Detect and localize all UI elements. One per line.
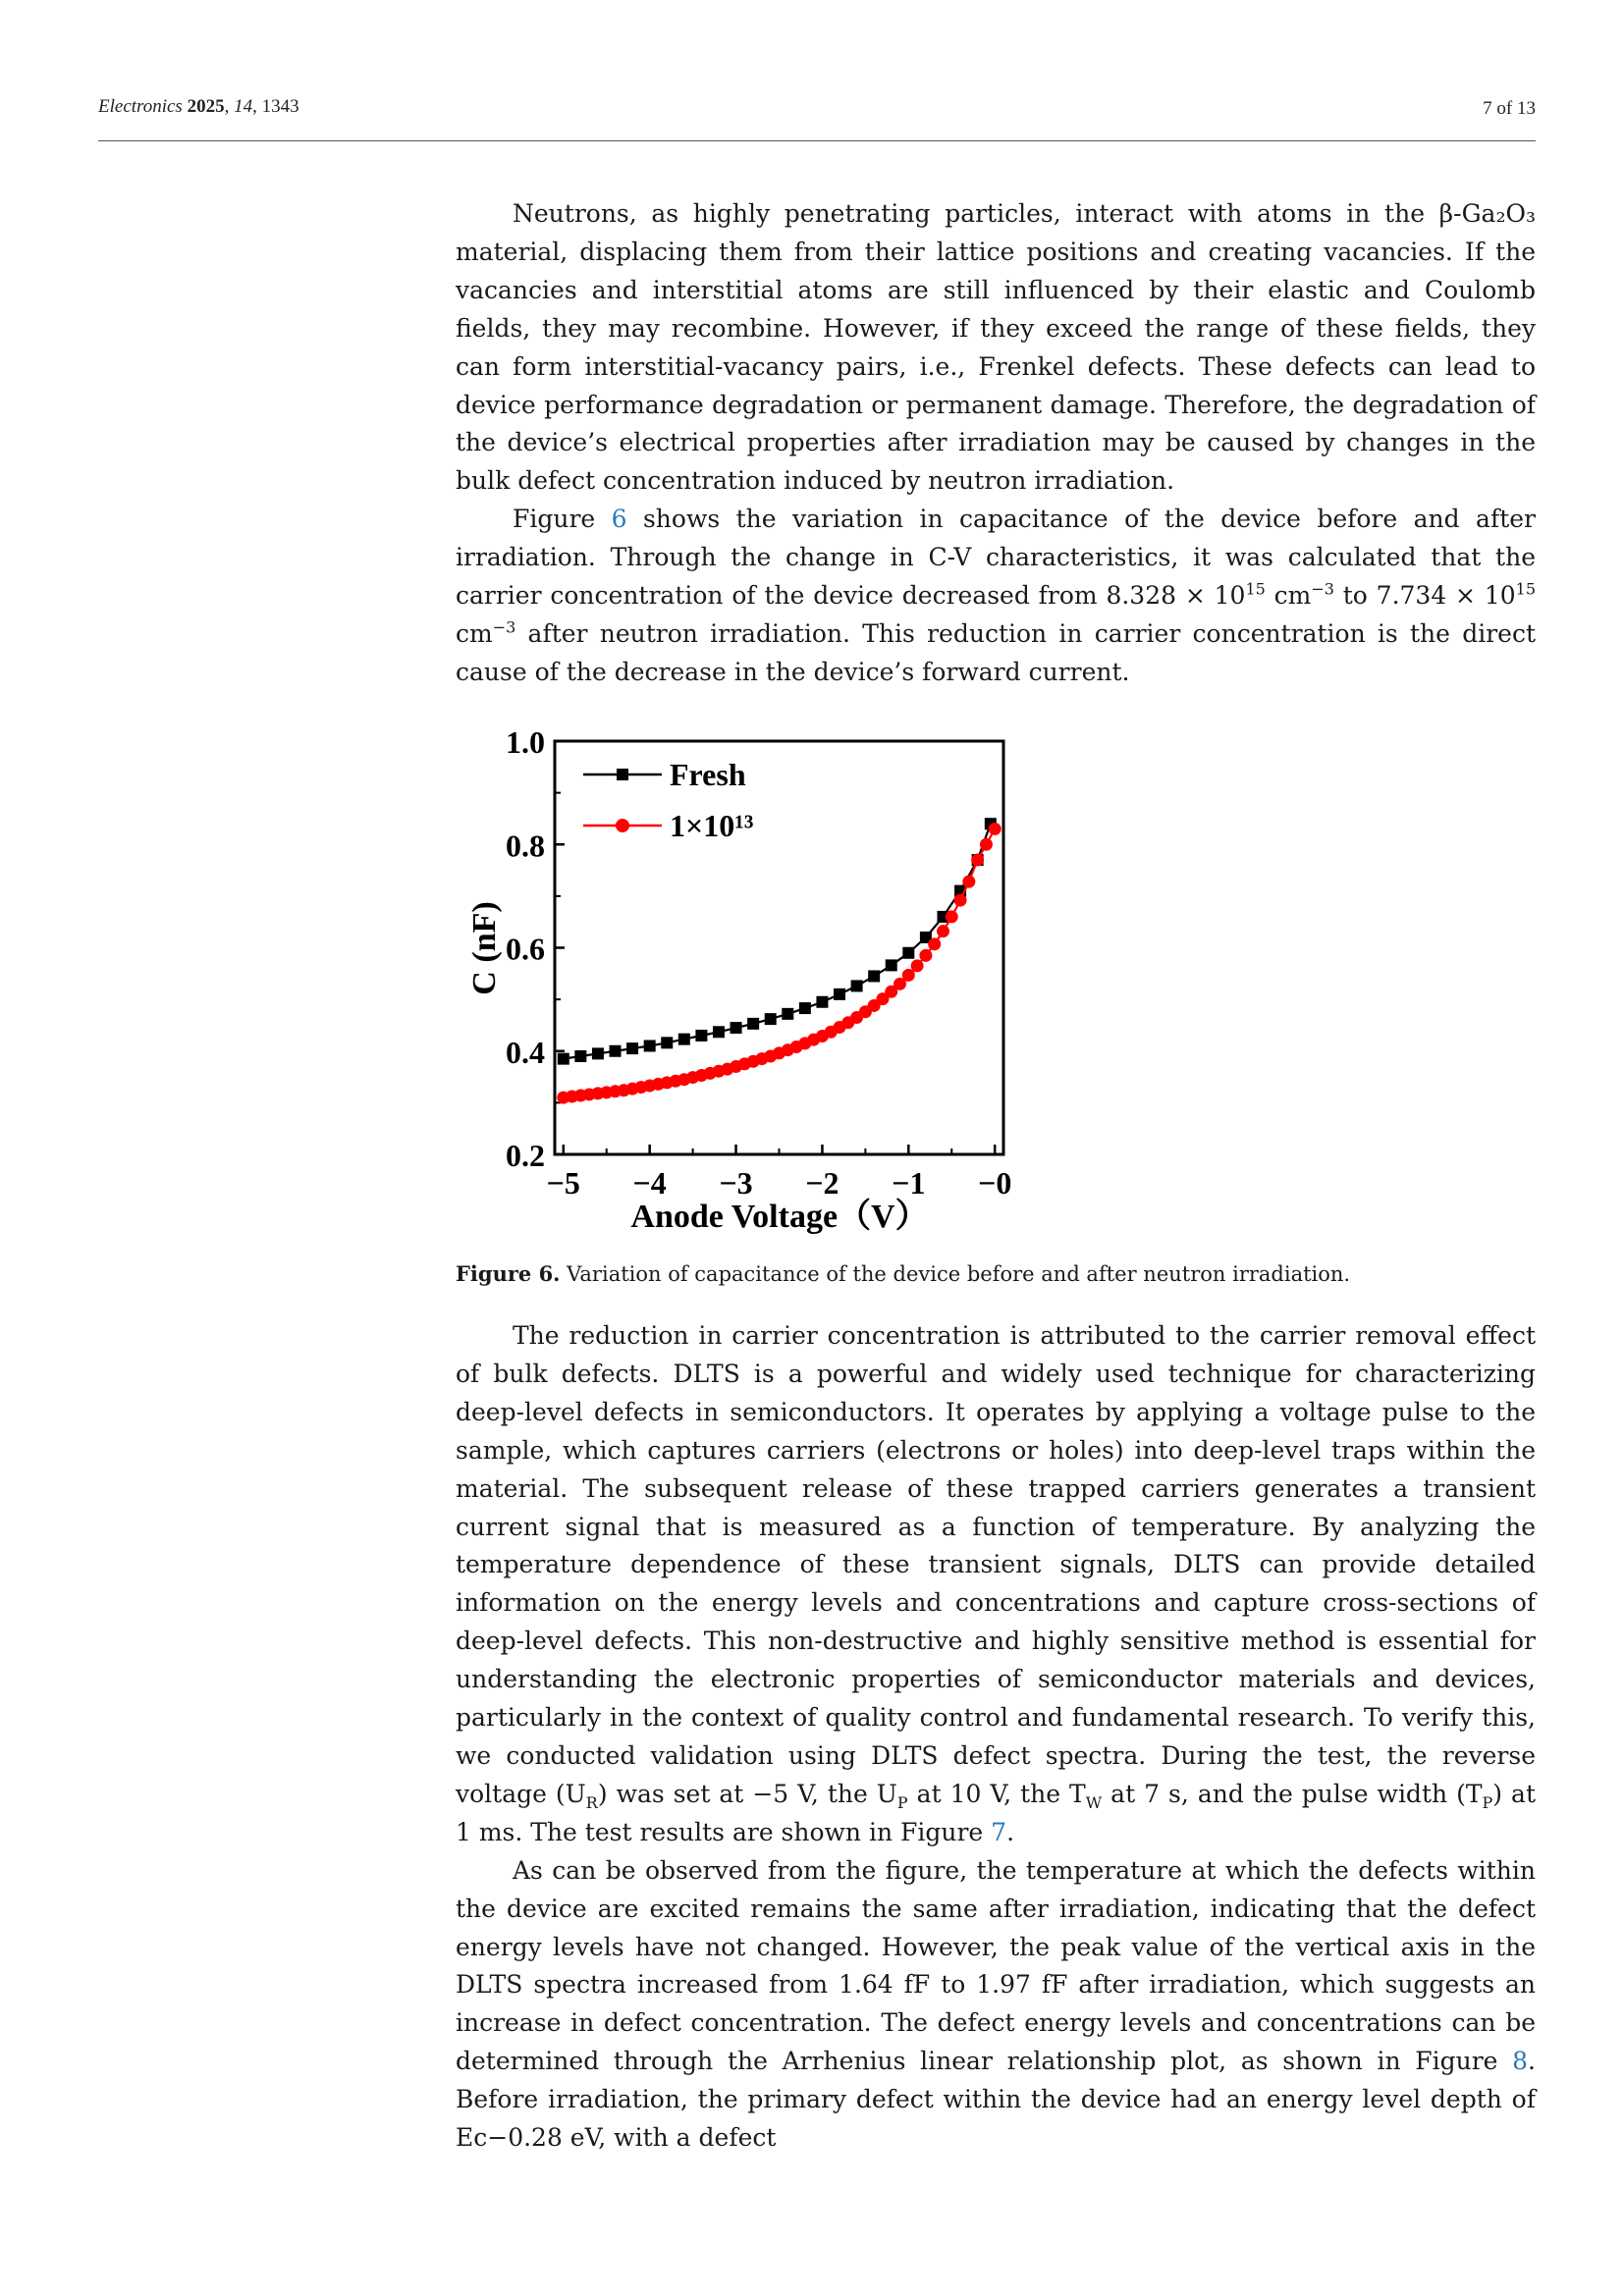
text-span: . Before irradiation, the primary defect within the device had an energy level depth of Ec−0.28 eV, with a defect (456, 2047, 1536, 2153)
superscript: −3 (492, 617, 516, 637)
text-block-top (456, 195, 1536, 692)
data-point-fresh (799, 1002, 811, 1014)
data-point-irradiated (946, 910, 958, 923)
y-tick-label: 0.4 (506, 1034, 545, 1070)
text-block-bottom (456, 1317, 1536, 2158)
figure-6-link[interactable]: 6 (611, 505, 627, 534)
text-span: . (1006, 1817, 1015, 1846)
capacitance-chart (456, 724, 1084, 1245)
text-span: cm (456, 618, 493, 648)
x-tick-label: −5 (546, 1165, 580, 1201)
superscript: 15 (1515, 579, 1536, 599)
data-point-fresh (886, 959, 897, 971)
data-point-fresh (695, 1030, 707, 1041)
data-point-fresh (626, 1042, 638, 1054)
legend-label-fresh: Fresh (670, 757, 746, 792)
journal-year: 2025 (187, 96, 225, 117)
header-divider (98, 140, 1536, 141)
page-number: 7 of 13 (1483, 98, 1536, 119)
data-series (557, 818, 1001, 1103)
data-point-irradiated (937, 925, 949, 937)
paragraph-observation (456, 1852, 1536, 2158)
legend-marker-fresh (617, 769, 628, 780)
x-tick-label: −2 (805, 1165, 839, 1201)
data-point-fresh (834, 988, 845, 1000)
data-point-fresh (644, 1040, 656, 1051)
superscript: 15 (1245, 579, 1266, 599)
journal-name: Electronics (98, 96, 183, 117)
text-span: As can be observed from the figure, the temperature at which the defects within the device are excited remains the same after irradiation, indicating that the defect energy levels have not changed. However, the peak value of the vertical axis in the DLTS spectra increased from 1.64 fF to 1.97 fF after irradiation, which suggests an increase in defect concentration. The defect energy levels and concentrations can be determined through the Arrhenius linear relationship plot, as shown in Figure (456, 1855, 1536, 2076)
y-tick-label: 0.2 (506, 1138, 545, 1173)
legend-marker-irradiated (616, 819, 629, 832)
text-span: Figure (513, 505, 612, 534)
legend (583, 757, 753, 843)
subscript: R (585, 1792, 598, 1812)
data-point-irradiated (989, 823, 1001, 835)
data-point-fresh (574, 1050, 586, 1062)
paragraph-figure6-intro (456, 501, 1536, 692)
text-span: ) was set at −5 V, the U (597, 1779, 897, 1808)
text-span: The reduction in carrier concentration is attributed to the carrier removal effect of bulk defects. DLTS is a powerful and widely used technique for characterizing deep-level defects in semiconductors. It operates by applying a voltage pulse to the sample, which captures carriers (electrons or holes) into deep-level traps within the material. The subsequent release of these trapped carriers generates a transient current signal that is measured as a function of temperature. By analyzing the temperature dependence of these transient signals, DLTS can provide detailed information on the energy levels and concentrations and capture cross-sections of deep-level defects. This non-destructive and highly sensitive method is essential for understanding the electronic properties of semiconductor materials and devices, particularly in the context of quality control and fundamental research. To verify this, we conducted validation using DLTS defect spectra. During the test, the reverse voltage (U (456, 1321, 1536, 1808)
data-point-irradiated (954, 894, 967, 907)
data-point-irradiated (971, 854, 984, 867)
superscript: −3 (1311, 579, 1334, 599)
text-span: after neutron irradiation. This reduction in carrier concentration is the direct cause of the decrease in the device’s forward current. (456, 618, 1536, 686)
x-tick-label: −3 (719, 1165, 753, 1201)
data-point-fresh (558, 1053, 569, 1065)
x-axis-label: Anode Voltage（V） (630, 1199, 929, 1235)
subscript: P (1482, 1792, 1493, 1812)
data-point-fresh (610, 1045, 622, 1057)
y-tick-label: 0.8 (506, 828, 545, 864)
text-span: at 10 V, the T (907, 1779, 1086, 1808)
article-number: , 1343 (252, 96, 299, 117)
x-tick-label: −1 (892, 1165, 926, 1201)
data-point-irradiated (911, 959, 924, 972)
figure-6-caption (456, 1261, 1350, 1286)
data-point-fresh (731, 1022, 742, 1034)
data-point-irradiated (962, 876, 975, 888)
data-point-fresh (661, 1037, 673, 1048)
journal-volume: 14 (234, 96, 253, 117)
caption-text: Variation of capacitance of the device before and after neutron irradiation. (560, 1262, 1351, 1286)
running-header: Electronics 2025, 14, 1343 (98, 96, 299, 117)
figure-6 (456, 724, 1084, 1245)
data-point-fresh (592, 1047, 604, 1059)
data-point-fresh (678, 1034, 690, 1045)
data-point-fresh (816, 996, 828, 1008)
figure-8-link[interactable]: 8 (1512, 2047, 1529, 2076)
caption-label: Figure 6. (456, 1261, 561, 1286)
text-span: shows the variation in capacitance of the device before and after irradiation. Through the change in C-V characteristics, it was calculated that the carrier concentration of the device decreased from 8.328 × 10 (456, 505, 1536, 611)
text-span: ) at 1 ms. The test results are shown in Figure (456, 1779, 1537, 1846)
data-point-fresh (868, 970, 880, 982)
y-axis-label: C (nF) (466, 901, 503, 995)
text-span: to 7.734 × 10 (1333, 581, 1516, 611)
y-tick-label: 1.0 (506, 724, 545, 760)
x-tick-label: −4 (632, 1165, 667, 1201)
data-point-fresh (851, 980, 863, 991)
text-span: at 7 s, and the pulse width (T (1102, 1779, 1483, 1808)
paragraph-dlts (456, 1317, 1536, 1852)
data-point-fresh (713, 1026, 725, 1038)
y-tick-label: 0.6 (506, 931, 545, 967)
subscript: P (896, 1792, 908, 1812)
paragraph-neutrons: Neutrons, as highly penetrating particles, interact with atoms in the β-Ga₂O₃ material, displacing them from their lattice positions and creating vacancies. If the vacancies and interstitial atoms are still influenced by their elastic and Coulomb fields, they may recombine. However, if they exceed the range of these fields, they can form interstitial-vacancy pairs, i.e., Frenkel defects. These defects can lead to device performance degradation or permanent damage. Therefore, the degradation of the device’s electrical properties after irradiation may be caused by changes in the bulk defect concentration induced by neutron irradiation. (456, 199, 1536, 496)
data-point-irradiated (980, 838, 993, 851)
data-point-fresh (747, 1018, 759, 1030)
text-span: cm (1265, 581, 1312, 611)
figure-7-link[interactable]: 7 (991, 1817, 1007, 1846)
data-point-irradiated (928, 937, 941, 950)
data-point-fresh (765, 1013, 777, 1025)
data-point-fresh (782, 1008, 793, 1020)
data-point-irradiated (919, 949, 932, 962)
legend-label-irradiated: 1×10¹³ (670, 808, 754, 843)
x-tick-label: −0 (978, 1165, 1012, 1201)
subscript: W (1085, 1792, 1103, 1812)
data-point-fresh (902, 947, 914, 959)
